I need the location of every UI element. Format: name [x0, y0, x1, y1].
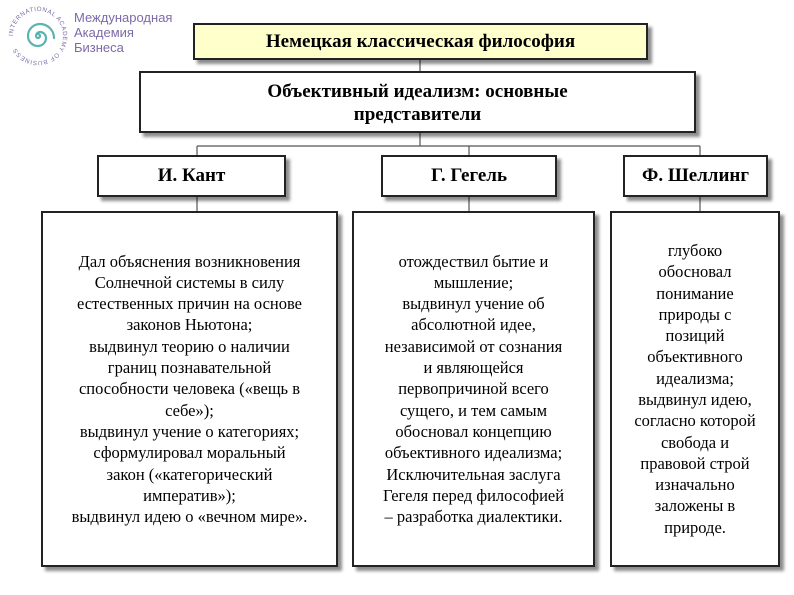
name-box-kant: И. Кант	[97, 155, 286, 197]
logo-line-3: Бизнеса	[74, 40, 124, 55]
logo-ring-text: INTERNATIONAL ACADEMY OF BUSINESS	[7, 5, 69, 67]
subtitle-text: Объективный идеализм: основные представители	[267, 81, 568, 125]
desc-box-schelling	[610, 211, 780, 567]
desc-text-schelling: глубоко обосновал понимание природы с позиций объективного идеализма; выдвинул идею, согласно которой свобода и правовой строй изначально заложены в природе.	[634, 240, 756, 537]
name-box-schelling: Ф. Шеллинг	[623, 155, 768, 197]
desc-text-hegel: отождествил бытие и мышление; выдвинул учение об абсолютной идее, независимой от сознания и являющейся первопричиной всего сущего, и тем самым обосновал концепцию объективного идеализма; Исключительная заслуга Гегеля перед философией – разработка диалектики.	[382, 251, 565, 527]
title-box: Немецкая классическая философия	[193, 23, 648, 60]
desc-text-kant: Дал объяснения возникновения Солнечной системы в силу естественных причин на основе законов Ньютона; выдвинул теорию о наличии границ познавательной способности человека («вещь в себе»); выдвинул учение о категориях; сформулировал моральный закон («категорический императив»); выдвинул идею о «вечном мире».	[71, 251, 308, 527]
name-box-hegel: Г. Гегель	[381, 155, 557, 197]
subtitle-box	[139, 71, 696, 133]
desc-box-hegel	[352, 211, 595, 567]
desc-box-kant	[41, 211, 338, 567]
logo-line-2: Академия	[74, 25, 134, 40]
logo-line-1: Международная	[74, 10, 173, 25]
